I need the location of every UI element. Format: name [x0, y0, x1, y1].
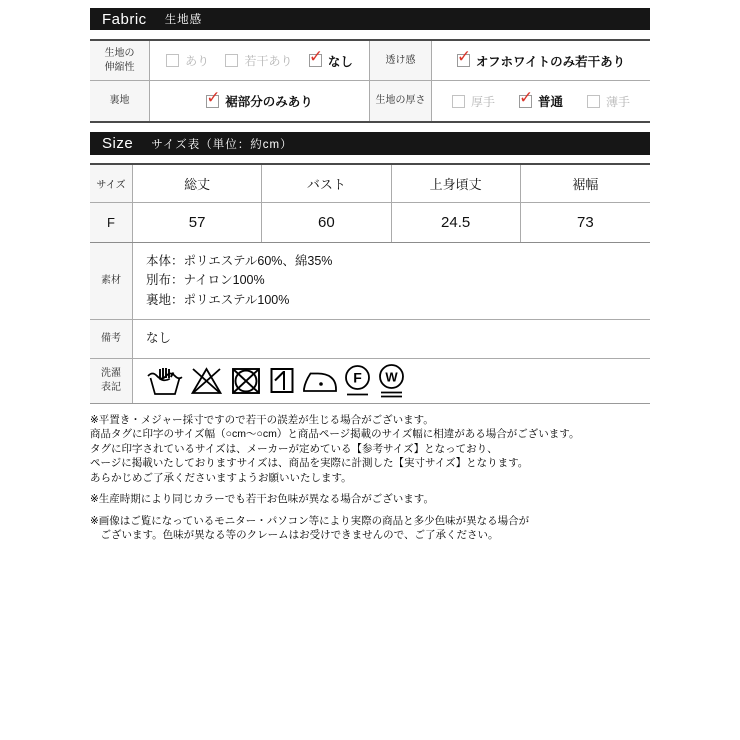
hem-width-value: 73 [577, 214, 594, 231]
size-section-header [90, 132, 650, 155]
checkbox-thickness-futsuu-checked: ✓ 普通 [519, 92, 563, 110]
checkbox-icon [166, 54, 179, 67]
color-variation-note-block: ※生産時期により同じカラーでも若干お色味が異なる場合がございます。 [90, 493, 434, 505]
checkbox-checked-icon [206, 95, 219, 108]
monitor-color-note-block: ※画像はご覧になっているモニター・パソコン等により実際の商品と多少色味が異なる場合が ございます。色味が異なる等のクレームはお受けできませんので、ご了承ください。 [90, 514, 530, 541]
line-dry-in-shade-icon [268, 365, 296, 396]
total-length-value: 57 [133, 203, 262, 242]
fabric-section-header [90, 8, 650, 30]
fabric-title-en: Fabric [102, 10, 147, 28]
hand-wash-icon [146, 365, 184, 396]
measurement-note-block: ※平置き・メジャー採寸ですので若干の誤差が生じる場合がございます。 商品タグに印字のサイズ幅（○cm～○cm）と商品ページ掲載のサイズ幅に相違がある場合がございます。 タグに印字されているサイズは、メーカーが定めている【参考サイズ】となっており、 ページに掲載いたしておりますサイズは、商品を実際に計測した【実寸サイズ】となります。 あらかじめご了承くださいますようお願いいたします。 [90, 413, 580, 484]
checkbox-sheer-checked: ✓ オフホワイトのみ若干あり [457, 52, 625, 70]
total-length-col-header: 総丈 [133, 165, 262, 203]
size-title-en: Size [102, 135, 134, 152]
checkbox-lining-checked: ✓ 裾部分のみあり [206, 92, 313, 110]
size-row-label: F [90, 203, 133, 242]
svg-text:W: W [385, 369, 398, 384]
fabric-title-ja: 生地感 [164, 14, 203, 26]
bust-value: 60 [262, 203, 391, 242]
size-table [90, 163, 650, 243]
material-line: 裏地：ポリエステル100% [146, 292, 290, 307]
dry-clean-f-gentle-icon [343, 364, 372, 398]
material-label: 素材 [90, 243, 133, 320]
thickness-label: 生地の厚さ [370, 81, 432, 121]
checkbox-stretch-jakkan-ari: 若干あり [225, 52, 292, 70]
checkbox-icon [225, 54, 238, 67]
checkbox-checked-icon [309, 54, 322, 67]
checkbox-stretch-nashi-checked: ✓ なし [309, 52, 353, 70]
checkbox-thickness-usude: 薄手 [587, 92, 630, 110]
sheer-options [432, 41, 650, 81]
bodice-length-col-header: 上身頃丈 [392, 165, 521, 203]
lining-label: 裏地 [90, 81, 150, 121]
bust-col-header: バスト [262, 165, 391, 203]
stretch-label: 生地の 伸縮性 [90, 41, 150, 81]
iron-low-heat-icon [301, 365, 338, 396]
checkbox-checked-icon [519, 95, 532, 108]
stretch-options [150, 41, 370, 81]
details-table [90, 243, 650, 404]
lining-options [150, 81, 370, 121]
product-spec-panel [90, 8, 650, 550]
material-line: 別布：ナイロン100% [146, 273, 265, 288]
do-not-tumble-dry-icon [229, 365, 263, 396]
size-title-ja: サイズ表（単位：約cm） [151, 138, 293, 151]
sheer-label: 透け感 [370, 41, 432, 81]
bodice-length-value: 24.5 [392, 203, 521, 242]
checkbox-icon [587, 95, 600, 108]
hem-width-col-header: 裾幅 [521, 165, 650, 203]
care-icons [133, 359, 650, 403]
thickness-options [432, 81, 650, 121]
care-label: 洗濯 表記 [90, 359, 133, 403]
checkbox-thickness-atsude: 厚手 [452, 92, 495, 110]
svg-text:F: F [353, 369, 362, 385]
fabric-table [90, 39, 650, 123]
material-line: 本体：ポリエステル60%、綿35% [146, 254, 333, 268]
material-value [133, 243, 650, 320]
remarks-value: なし [133, 320, 650, 358]
do-not-bleach-icon [189, 365, 224, 396]
size-col-header: サイズ [90, 165, 133, 203]
wet-clean-w-very-gentle-icon [377, 363, 406, 399]
checkbox-icon [452, 95, 465, 108]
checkbox-stretch-ari: あり [166, 52, 209, 70]
footnotes [90, 413, 650, 543]
remarks-label: 備考 [90, 320, 133, 358]
checkbox-checked-icon [457, 54, 470, 67]
